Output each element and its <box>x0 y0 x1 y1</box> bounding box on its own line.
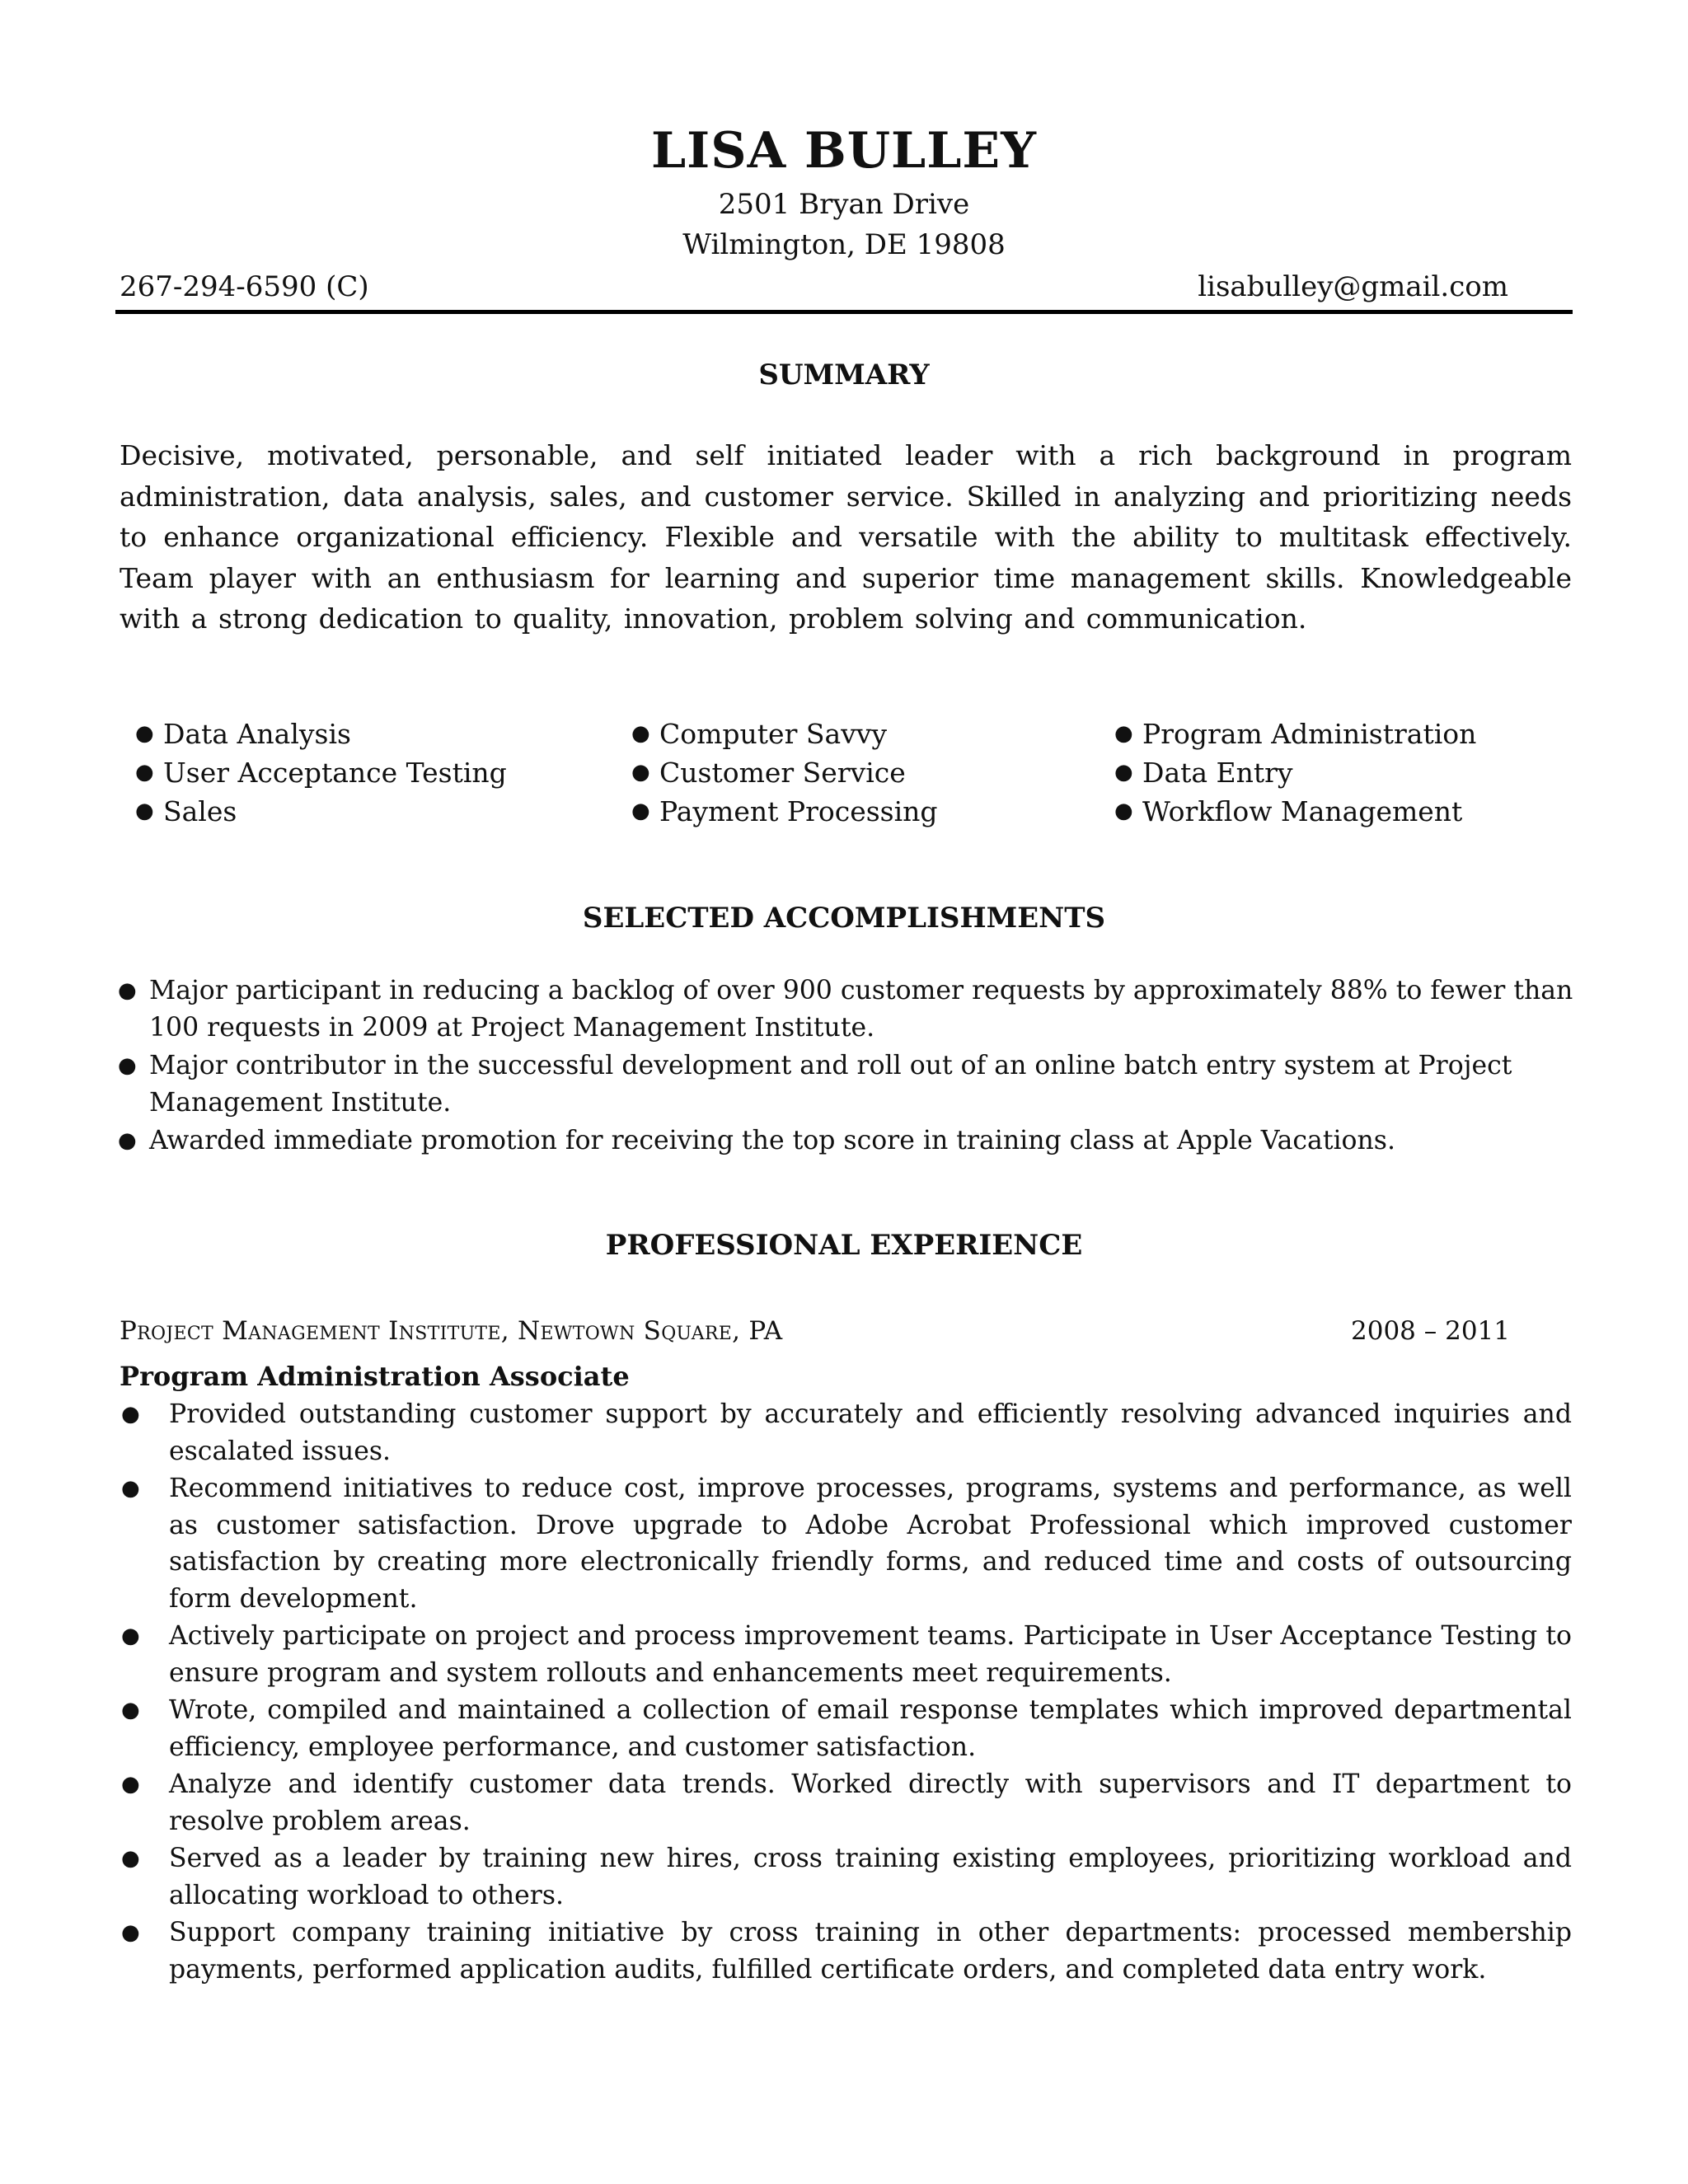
summary-heading: SUMMARY <box>758 359 930 391</box>
duties-list <box>121 1396 1572 1989</box>
list-item <box>118 972 1575 1047</box>
skill-item <box>631 753 938 792</box>
skill-item <box>1114 792 1476 831</box>
address-line-2: Wilmington, DE 19808 <box>682 228 1006 261</box>
accomplishment-text: Major participant in reducing a backlog of over 900 customer requests by approximately 88% to fewer than 100 requests in 2009 at Project Management Institute. <box>149 976 1573 1043</box>
list-item <box>121 1618 1572 1691</box>
bullet-icon: ● <box>1114 721 1133 746</box>
bullet-icon: ● <box>118 1053 137 1078</box>
duty-text: Recommend initiatives to reduce cost, improve processes, programs, systems and performance, as well as customer satisfaction. Drove upgrade to Adobe Acrobat Professional which improved customer satisfaction by creating more electronically friendly forms, and reduced time and costs of outsourcing form development. <box>169 1474 1572 1614</box>
skills-column-2 <box>631 715 938 831</box>
list-item <box>121 1470 1572 1617</box>
job-title: Program Administration Associate <box>120 1361 630 1392</box>
bullet-icon: ● <box>135 799 154 823</box>
bullet-icon: ● <box>631 799 650 823</box>
phone-number: 267-294-6590 (C) <box>120 270 369 303</box>
duty-text: Support company training initiative by cross training in other departments: processed membership payments, performed application audits, fulfilled certificate orders, and completed data entry work. <box>169 1918 1572 1985</box>
bullet-icon: ● <box>121 1698 140 1722</box>
skill-item <box>631 715 938 753</box>
list-item <box>121 1692 1572 1765</box>
bullet-icon: ● <box>135 760 154 785</box>
bullet-icon: ● <box>631 760 650 785</box>
bullet-icon: ● <box>121 1920 140 1945</box>
skill-item <box>135 753 507 792</box>
bullet-icon: ● <box>121 1476 140 1501</box>
experience-heading: PROFESSIONAL EXPERIENCE <box>605 1229 1083 1262</box>
skill-label: Sales <box>163 795 237 827</box>
skill-label: Payment Processing <box>659 795 938 827</box>
bullet-icon: ● <box>1114 760 1133 785</box>
bullet-icon: ● <box>121 1772 140 1797</box>
bullet-icon: ● <box>118 1128 137 1153</box>
skill-item <box>631 792 938 831</box>
summary-text: Decisive, motivated, personable, and self initiated leader with a rich background in program administration, data analysis, sales, and customer service. Skilled in analyzing and prioritizing needs to enhance organizational efficiency. Flexible and versatile with the ability to multitask effectively. Team player with an enthusiasm for learning and superior time management skills. Knowledgeable with a strong dedication to quality, innovation, problem solving and communication. <box>120 439 1572 635</box>
duty-text: Served as a leader by training new hires, cross training existing employees, prioritizing workload and allocating workload to others. <box>169 1844 1572 1910</box>
duty-text: Analyze and identify customer data trends. Worked directly with supervisors and IT department to resolve problem areas. <box>169 1769 1572 1836</box>
bullet-icon: ● <box>121 1402 140 1427</box>
skills-column-3 <box>1114 715 1477 831</box>
list-item <box>121 1915 1572 1988</box>
address-line-1: 2501 Bryan Drive <box>718 188 970 221</box>
skills-column-1 <box>135 715 507 831</box>
employment-dates: 2008 – 2011 <box>1351 1316 1510 1346</box>
duty-text: Wrote, compiled and maintained a collection of email response templates which improved departmental efficiency, employee performance, and customer satisfaction. <box>169 1695 1572 1762</box>
accomplishments-heading: SELECTED ACCOMPLISHMENTS <box>582 902 1106 935</box>
accomplishment-text: Major contributor in the successful development and roll out of an online batch entry system at Project Management Institute. <box>149 1051 1512 1118</box>
skill-item <box>135 792 507 831</box>
bullet-icon: ● <box>1114 799 1133 823</box>
skill-label: Workflow Management <box>1142 795 1463 827</box>
skill-label: Program Administration <box>1142 718 1477 750</box>
bullet-icon: ● <box>135 721 154 746</box>
employer-name: Project Management Institute, Newtown Square, PA <box>120 1316 783 1346</box>
list-item <box>121 1766 1572 1840</box>
list-item <box>118 1122 1575 1160</box>
list-item <box>121 1840 1572 1914</box>
skill-label: User Acceptance Testing <box>163 757 507 789</box>
list-item <box>118 1047 1575 1122</box>
duty-text: Provided outstanding customer support by accurately and efficiently resolving advanced inquiries and escalated issues. <box>169 1399 1572 1466</box>
bullet-icon: ● <box>121 1624 140 1648</box>
skill-item <box>1114 753 1476 792</box>
skill-label: Computer Savvy <box>659 718 888 750</box>
skill-item <box>135 715 507 753</box>
duty-text: Actively participate on project and process improvement teams. Participate in User Acceptance Testing to ensure program and system rollouts and enhancements meet requirements. <box>169 1621 1572 1688</box>
skill-item <box>1114 715 1477 753</box>
accomplishments-list <box>118 972 1575 1160</box>
skill-label: Customer Service <box>659 757 906 789</box>
bullet-icon: ● <box>631 721 650 746</box>
candidate-name: LISA BULLEY <box>650 122 1037 180</box>
bullet-icon: ● <box>121 1846 140 1871</box>
header-divider <box>115 310 1573 314</box>
skill-label: Data Entry <box>1142 757 1293 789</box>
email-address: lisabulley@gmail.com <box>1198 270 1508 303</box>
skill-label: Data Analysis <box>163 718 351 750</box>
list-item <box>121 1396 1572 1469</box>
bullet-icon: ● <box>118 978 137 1003</box>
accomplishment-text: Awarded immediate promotion for receiving the top score in training class at Apple Vacations. <box>149 1126 1395 1155</box>
